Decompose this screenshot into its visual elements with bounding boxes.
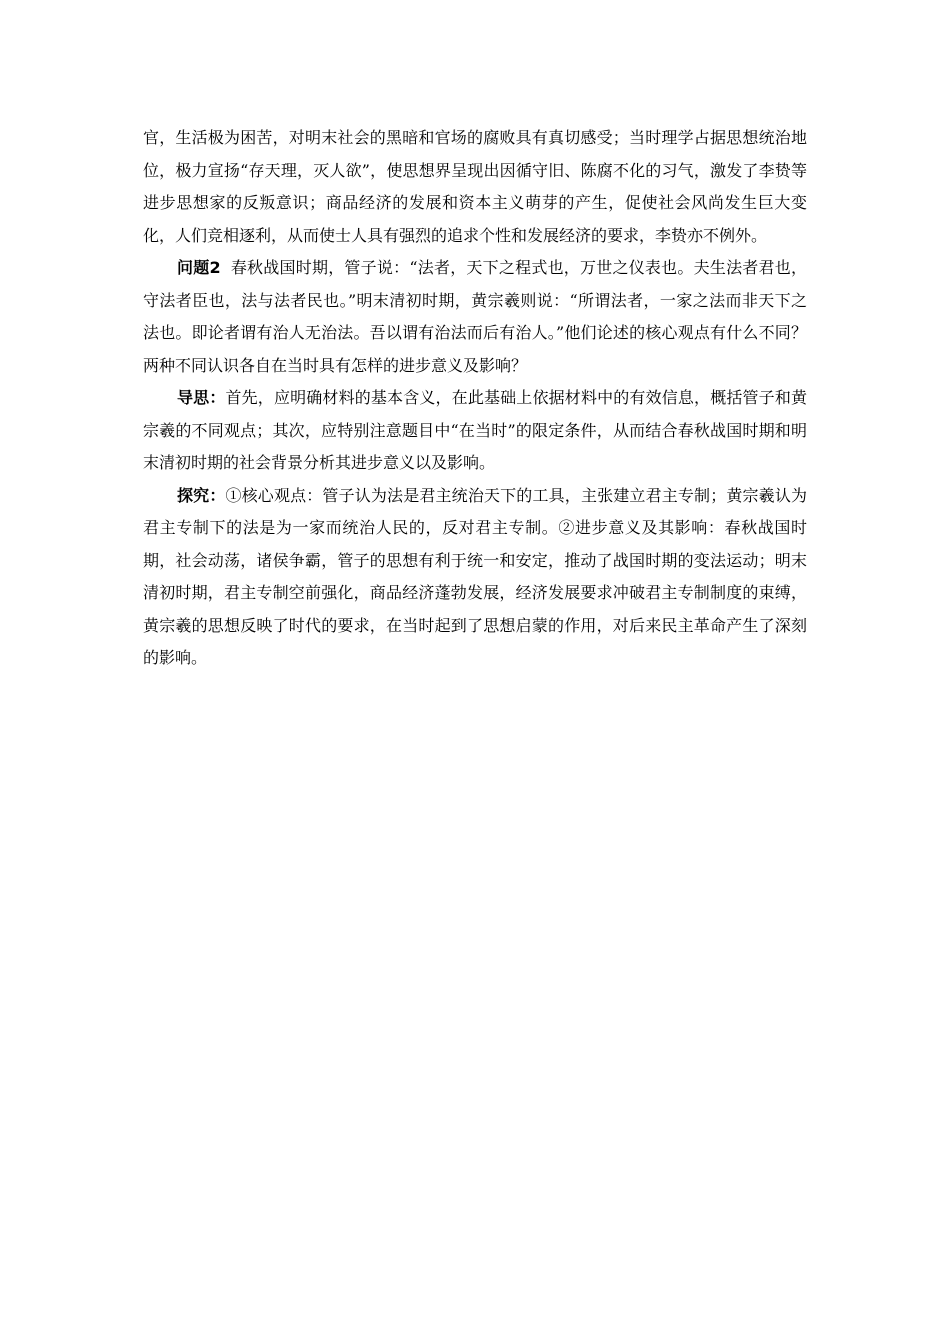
paragraph-exploration xyxy=(143,480,807,675)
question-2-label: 问题2 xyxy=(177,258,221,277)
exploration-text: ①核心观点：管子认为法是君主统治天下的工具，主张建立君主专制；黄宗羲认为君主专制下的法是为一家而统治人民的，反对君主专制。②进步意义及其影响：春秋战国时期，社会动荡，诸侯争霸，管子的思想有利于统一和安定，推动了战国时期的变法运动；明末清初时期，君主专制空前强化，商品经济蓬勃发展，经济发展要求冲破君主专制制度的束缚，黄宗羲的思想反映了时代的要求，在当时起到了思想启蒙的作用，对后来民主革命产生了深刻的影响。 xyxy=(143,485,807,667)
exploration-label: 探究： xyxy=(177,485,226,505)
guidance-text: 首先，应明确材料的基本含义，在此基础上依据材料中的有效信息，概括管子和黄宗羲的不同观点；其次，应特别注意题目中“在当时”的限定条件，从而结合春秋战国时期和明末清初时期的社会背景分析其进步意义以及影响。 xyxy=(143,388,807,472)
paragraph-continuation xyxy=(143,122,807,252)
paragraph-continuation-text: 官，生活极为困苦，对明末社会的黑暗和官场的腐败具有真切感受；当时理学占据思想统治地位，极力宣扬“存天理，灭人欲”，使思想界呈现出因循守旧、陈腐不化的习气，激发了李贽等进步思想家的反叛意识；商品经济的发展和资本主义萌芽的产生，促使社会风尚发生巨大变化，人们竞相逐利，从而使士人具有强烈的追求个性和发展经济的要求，李贽亦不例外。 xyxy=(143,128,807,245)
question-2-text: 春秋战国时期，管子说：“法者，天下之程式也，万世之仪表也。夫生法者君也，守法者臣也，法与法者民也。”明末清初时期，黄宗羲则说：“所谓法者，一家之法而非天下之法也。即论者谓有治人无治法。吾以谓有治法而后有治人。”他们论述的核心观点有什么不同？两种不同认识各自在当时具有怎样的进步意义及影响？ xyxy=(143,258,807,375)
document-body xyxy=(143,122,807,675)
paragraph-guidance xyxy=(143,382,807,480)
guidance-label: 导思： xyxy=(177,388,226,407)
paragraph-question-2 xyxy=(143,252,807,382)
